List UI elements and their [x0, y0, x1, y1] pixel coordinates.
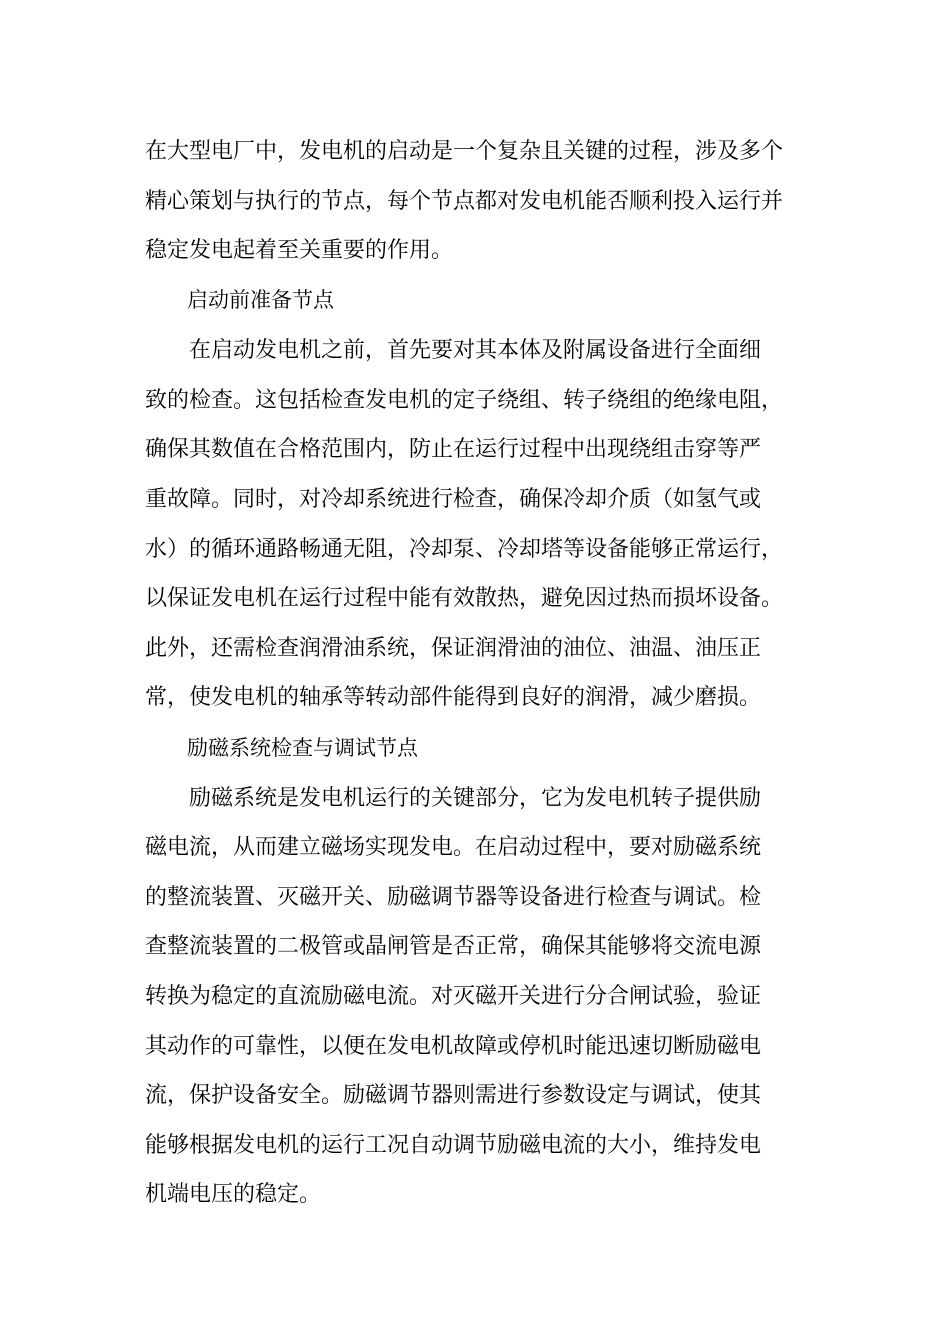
- section2-line-2: 磁电流，从而建立磁场实现发电。在启动过程中，要对励磁系统: [145, 835, 762, 860]
- section-heading-excitation-check: 励磁系统检查与调试节点: [187, 736, 418, 760]
- section-heading-startup-prep: 启动前准备节点: [187, 288, 334, 312]
- section1-line-7: 此外，还需检查润滑油系统，保证润滑油的油位、油温、油压正: [145, 636, 762, 661]
- section1-line-4: 重故障。同时，对冷却系统进行检查，确保冷却介质（如氢气或: [145, 487, 762, 512]
- section2-line-3: 的整流装置、灭磁开关、励磁调节器等设备进行检查与调试。检: [145, 885, 762, 910]
- section1-line-2: 致的检查。这包括检查发电机的定子绕组、转子绕组的绝缘电阻，: [145, 388, 784, 413]
- section2-line-8: 能够根据发电机的运行工况自动调节励磁电流的大小，维持发电: [145, 1133, 762, 1158]
- section1-line-3: 确保其数值在合格范围内，防止在运行过程中出现绕组击穿等严: [145, 437, 762, 462]
- section1-line-6: 以保证发电机在运行过程中能有效散热，避免因过热而损坏设备。: [145, 586, 784, 611]
- section1-line-1: 在启动发电机之前，首先要对其本体及附属设备进行全面细: [189, 338, 762, 363]
- intro-line-2: 精心策划与执行的节点，每个节点都对发电机能否顺利投入运行并: [145, 189, 784, 214]
- section2-line-7: 流，保护设备安全。励磁调节器则需进行参数设定与调试，使其: [145, 1083, 762, 1108]
- section1-line-8: 常，使发电机的轴承等转动部件能得到良好的润滑，减少磨损。: [145, 685, 762, 710]
- section1-line-5: 水）的循环通路畅通无阻，冷却泵、冷却塔等设备能够正常运行，: [145, 537, 784, 562]
- section2-line-9: 机端电压的稳定。: [145, 1182, 322, 1207]
- intro-line-3: 稳定发电起着至关重要的作用。: [145, 238, 454, 263]
- section2-line-5: 转换为稳定的直流励磁电流。对灭磁开关进行分合闸试验，验证: [145, 984, 762, 1009]
- section2-line-1: 励磁系统是发电机运行的关键部分，它为发电机转子提供励: [189, 786, 762, 811]
- section2-line-6: 其动作的可靠性，以便在发电机故障或停机时能迅速切断励磁电: [145, 1034, 762, 1059]
- intro-line-1: 在大型电厂中，发电机的启动是一个复杂且关键的过程，涉及多个: [145, 139, 784, 164]
- section2-line-4: 查整流装置的二极管或晶闸管是否正常，确保其能够将交流电源: [145, 934, 762, 959]
